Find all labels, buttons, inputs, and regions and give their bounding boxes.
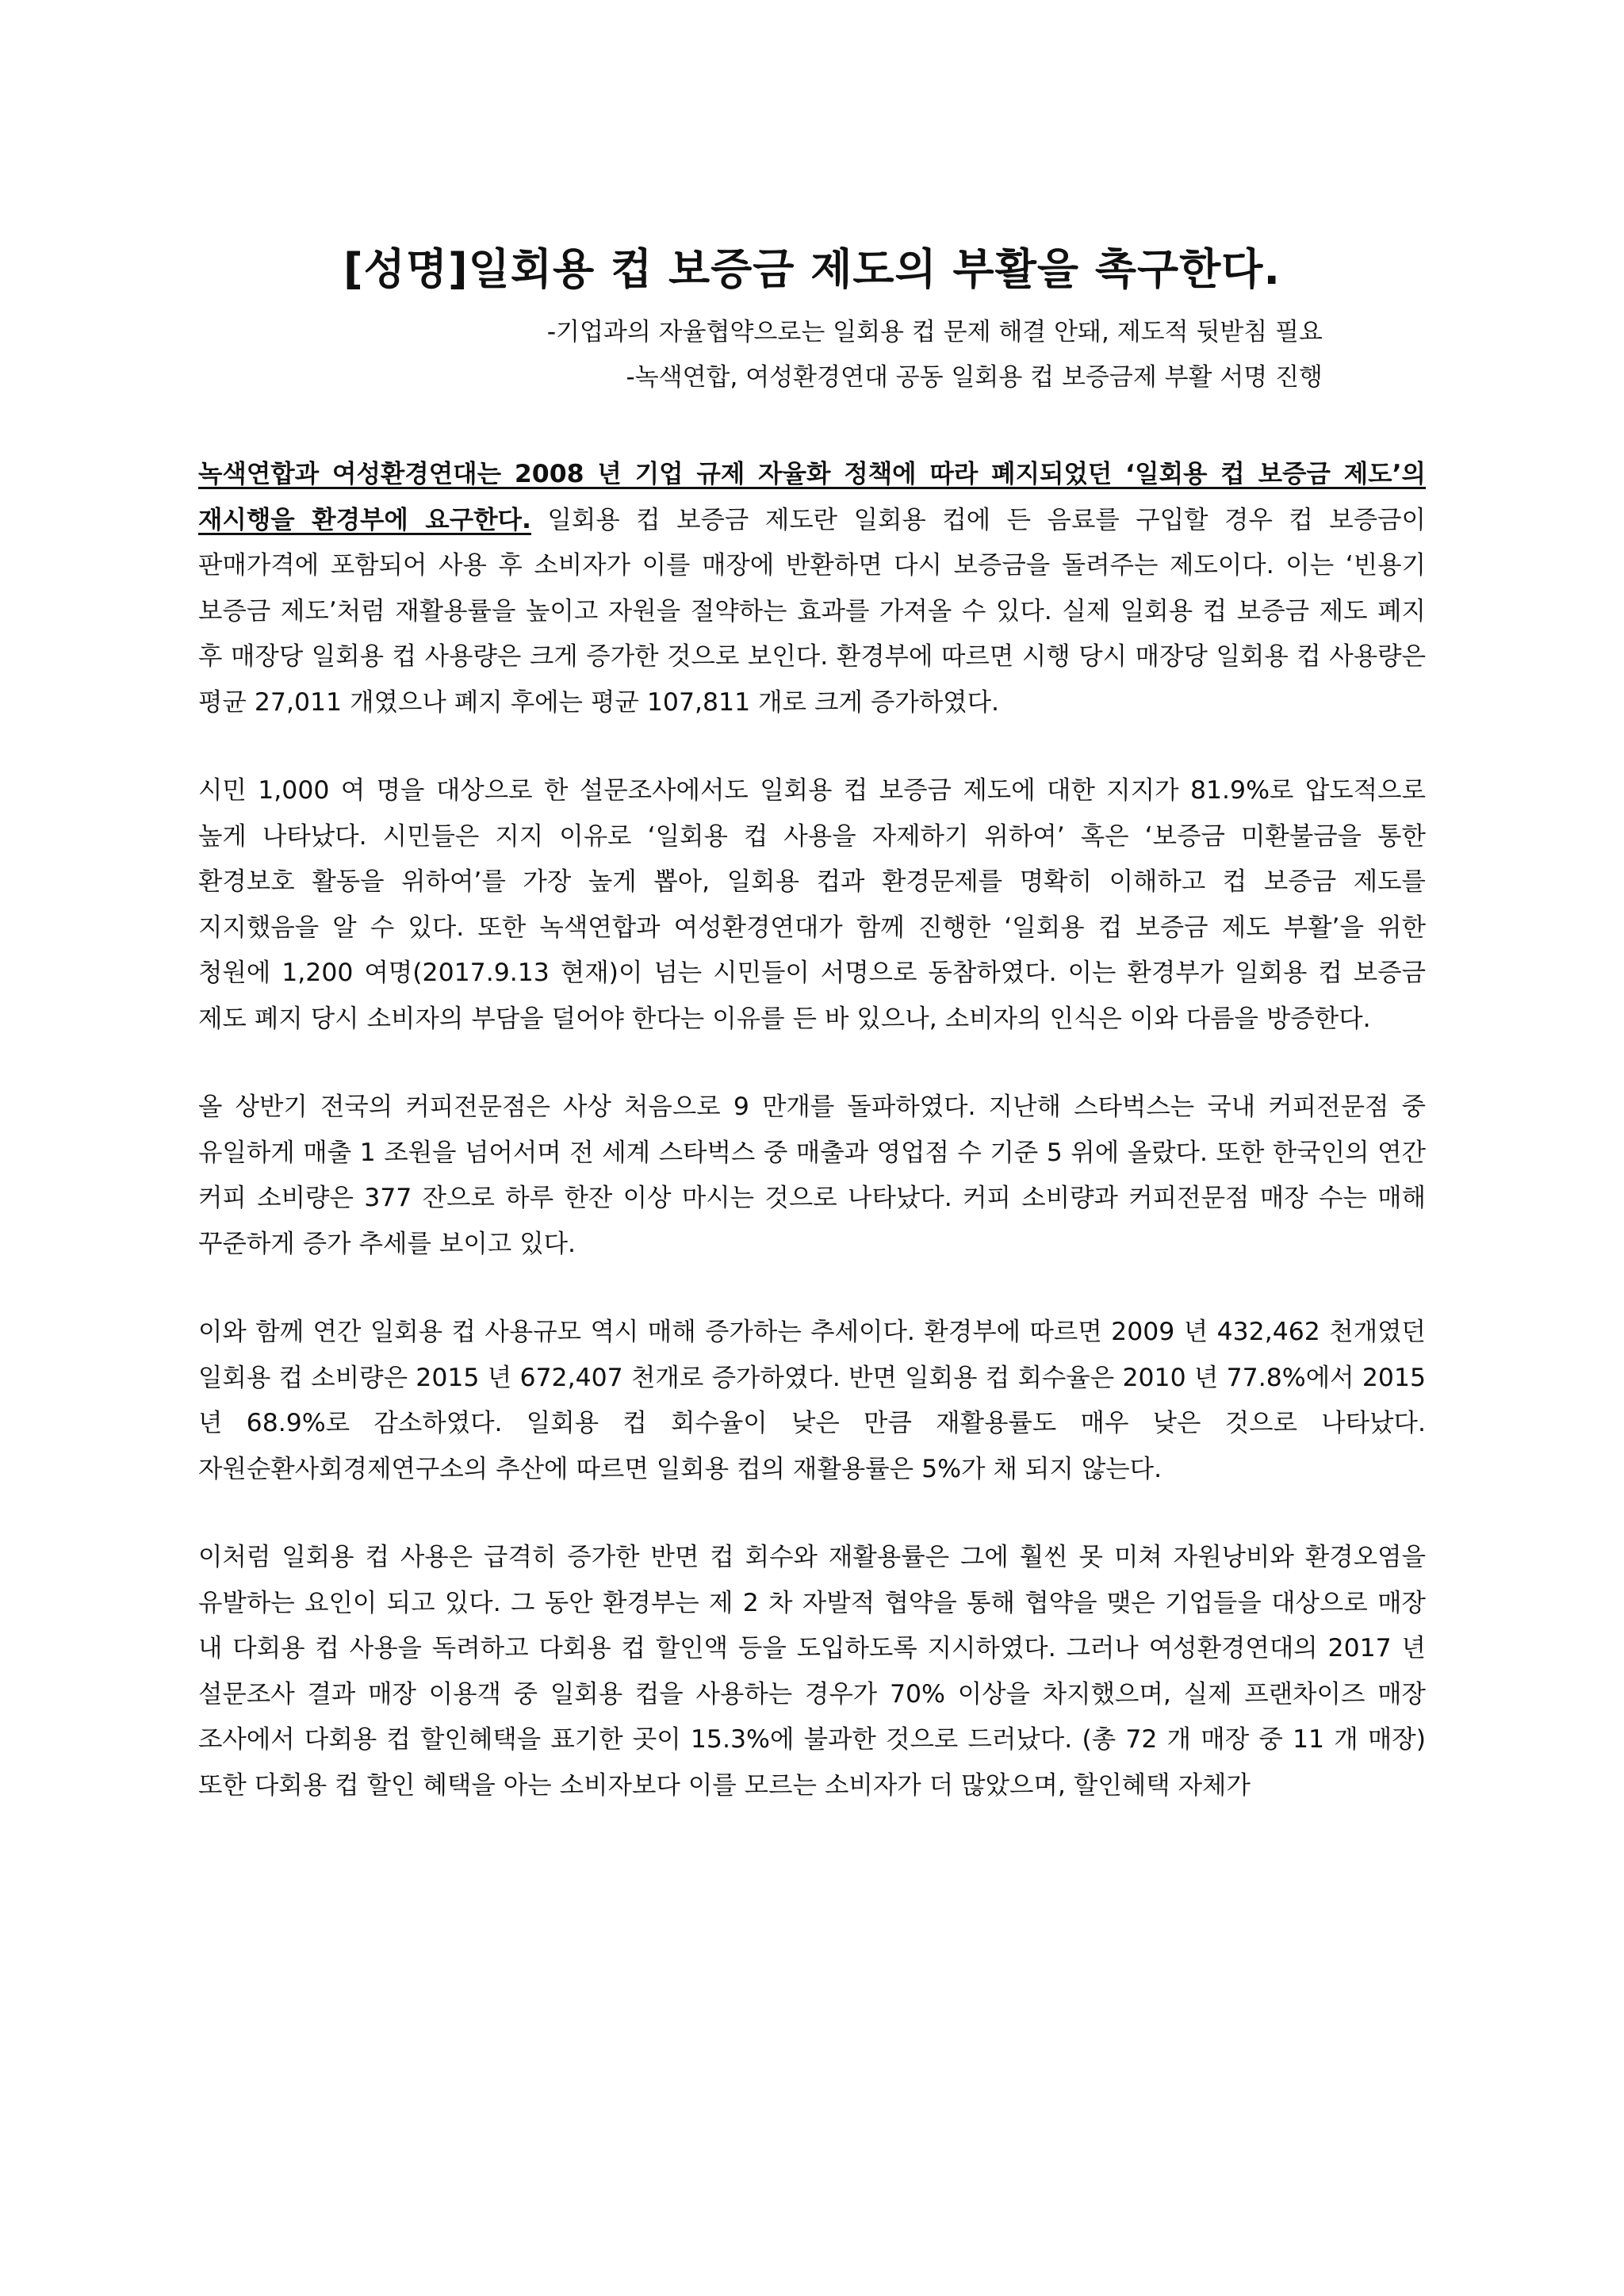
subtitle-2: -녹색연합, 여성환경연대 공동 일회용 컵 보증금제 부활 서명 진행	[626, 363, 1323, 392]
paragraph-2-text: 시민 1,000 여 명을 대상으로 한 설문조사에서도 일회용 컵 보증금 제도에 대한 지지가 81.9%로 압도적으로 높게 나타났다. 시민들은 지지 이유로 ‘일회용 컵 사용을 자제하기 위하여’ 혹은 ‘보증금 미환불금을 통한 환경보호 활동을 위하여’를 가장 높게 뽑아, 일회용 컵과 환경문제를 명확히 이해하고 컵 보증금 제도를 지지했음을 알 수 있다. 또한 녹색연합과 여성환경연대가 함께 진행한 ‘일회용 컵 보증금 제도 부활’을 위한 청원에 1,200 여명(2017.9.13 현재)이 넘는 시민들이 서명으로 동참하였다. 이는 환경부가 일회용 컵 보증금 제도 폐지 당시 소비자의 부담을 덜어야 한다는 이유를 든 바 있으나, 소비자의 인식은 이와 다름을 방증한다.	[198, 776, 1426, 1033]
paragraph-2	[198, 768, 1426, 1042]
paragraph-5-text: 이처럼 일회용 컵 사용은 급격히 증가한 반면 컵 회수와 재활용률은 그에 훨씬 못 미쳐 자원낭비와 환경오염을 유발하는 요인이 되고 있다. 그 동안 환경부는 제 2 차 자발적 협약을 통해 협약을 맺은 기업들을 대상으로 매장 내 다회용 컵 사용을 독려하고 다회용 컵 할인액 등을 도입하도록 지시하였다. 그러나 여성환경연대의 2017 년 설문조사 결과 매장 이용객 중 일회용 컵을 사용하는 경우가 70% 이상을 차지했으며, 실제 프랜차이즈 매장 조사에서 다회용 컵 할인혜택을 표기한 곳이 15.3%에 불과한 것으로 드러났다. (총 72 개 매장 중 11 개 매장) 또한 다회용 컵 할인 혜택을 아는 소비자보다 이를 모르는 소비자가 더 많았으며, 할인혜택 자체가	[198, 1543, 1426, 1800]
subtitle-1: -기업과의 자율협약으로는 일회용 컵 문제 해결 안돼, 제도적 뒷받침 필요	[546, 318, 1323, 346]
paragraph-5	[198, 1535, 1426, 1808]
paragraph-3-text: 올 상반기 전국의 커피전문점은 사상 처음으로 9 만개를 돌파하였다. 지난해 스타벅스는 국내 커피전문점 중 유일하게 매출 1 조원을 넘어서며 전 세계 스타벅스 중 매출과 영업점 수 기준 5 위에 올랐다. 또한 한국인의 연간 커피 소비량은 377 잔으로 하루 한잔 이상 마시는 것으로 나타났다. 커피 소비량과 커피전문점 매장 수는 매해 꾸준하게 증가 추세를 보이고 있다.	[198, 1093, 1426, 1258]
document-title: [성명]일회용 컵 보증금 제도의 부활을 촉구한다.	[343, 244, 1281, 294]
document-body	[198, 452, 1426, 1851]
paragraph-4-text: 이와 함께 연간 일회용 컵 사용규모 역시 매해 증가하는 추세이다. 환경부에 따르면 2009 년 432,462 천개였던 일회용 컵 소비량은 2015 년 672,407 천개로 증가하였다. 반면 일회용 컵 회수율은 2010 년 77.8%에서 2015 년 68.9%로 감소하였다. 일회용 컵 회수율이 낮은 만큼 재활용률도 매우 낮은 것으로 나타났다. 자원순환사회경제연구소의 추산에 따르면 일회용 컵의 재활용률은 5%가 채 되지 않는다.	[198, 1318, 1426, 1483]
paragraph-4	[198, 1310, 1426, 1492]
paragraph-3	[198, 1085, 1426, 1267]
paragraph-1-text: 일회용 컵 보증금 제도란 일회용 컵에 든 음료를 구입할 경우 컵 보증금이 판매가격에 포함되어 사용 후 소비자가 이를 매장에 반환하면 다시 보증금을 돌려주는 제도이다. 이는 ‘빈용기 보증금 제도’처럼 재활용률을 높이고 자원을 절약하는 효과를 가져올 수 있다. 실제 일회용 컵 보증금 제도 폐지 후 매장당 일회용 컵 사용량은 크게 증가한 것으로 보인다. 환경부에 따르면 시행 당시 매장당 일회용 컵 사용량은 평균 27,011 개였으나 폐지 후에는 평균 107,811 개로 크게 증가하였다.	[198, 505, 1426, 717]
paragraph-1-lead: 녹색연합과 여성환경연대는 2008 년 기업 규제 자율화 정책에 따라 폐지되었던 ‘일회용 컵 보증금 제도’의 재시행을 환경부에 요구한다.	[198, 460, 1426, 534]
paragraph-1	[198, 452, 1426, 725]
